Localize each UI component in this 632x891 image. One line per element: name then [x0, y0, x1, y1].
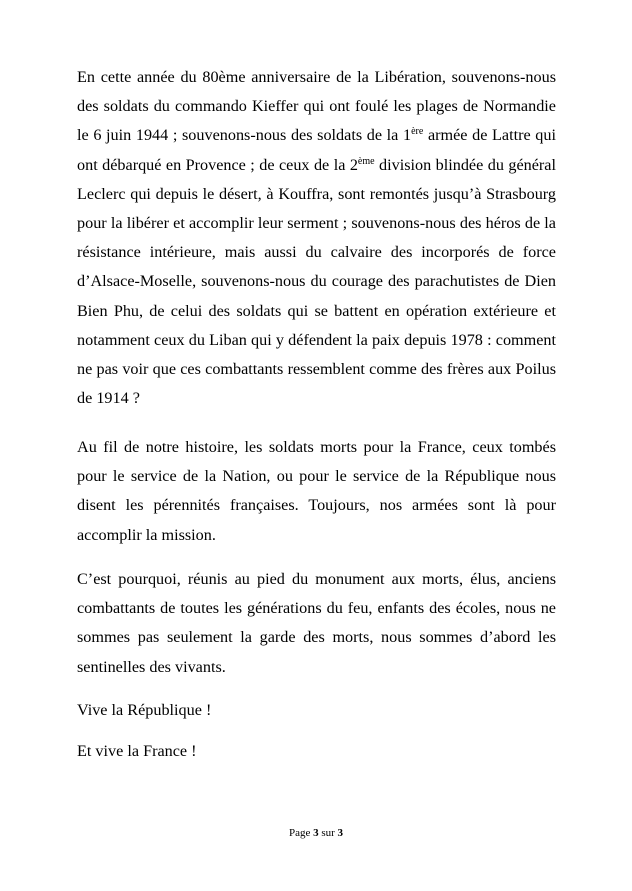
superscript-eme: ème — [357, 155, 375, 167]
footer-page-word: Page — [288, 827, 314, 839]
footer-of-word: sur — [318, 827, 338, 839]
paragraph-monument: C’est pourquoi, réunis au pied du monument aux morts, élus, anciens combattants de toutes les générations du feu, enfants des écoles, nous ne sommes pas seulement la garde des morts, nous sommes d’abord les sentinelles des vivants. — [77, 570, 556, 676]
closing-vive-republique: Vive la République ! — [77, 701, 212, 719]
superscript-ere: ère — [411, 126, 424, 138]
paragraph-text: armée de Lattre qui ont débarqué en Provence ; de ceux de la 2 — [77, 126, 556, 174]
page-footer — [0, 826, 632, 840]
paragraph-text: En cette année du 80ème anniversaire de la Libération, souvenons-nous des soldats du commando Kieffer qui ont foulé les plages de Normandie le 6 juin 1944 ; souvenons-nous des soldats de la 1 — [77, 68, 556, 145]
paragraph-liberation-anniversary — [77, 63, 556, 413]
paragraph-text: division blindée du général Leclerc qui depuis le désert, à Kouffra, sont remontés jusqu’à Strasbourg pour la libérer et accomplir leur serment ; souvenons-nous des héros de la résistance intérieure, mais aussi du calvaire des incorporés de force d’Alsace-Moselle, souvenons-nous du courage des parachutistes de Dien Bien Phu, de celui des soldats qui se battent en opération extérieure et notamment ceux du Liban qui y défendent la paix depuis 1978 : comment ne pas voir que ces combattants ressemblent comme des frères aux Poilus de 1914 ? — [77, 155, 556, 408]
footer-current-page: 3 — [313, 827, 319, 839]
footer-total-pages: 3 — [337, 827, 344, 839]
paragraph-history: Au fil de notre histoire, les soldats morts pour la France, ceux tombés pour le service de la Nation, ou pour le service de la République nous disent les pérennités françaises. Toujours, nos armées sont là pour accomplir la mission. — [77, 438, 556, 544]
closing-vive-france: Et vive la France ! — [77, 742, 197, 760]
